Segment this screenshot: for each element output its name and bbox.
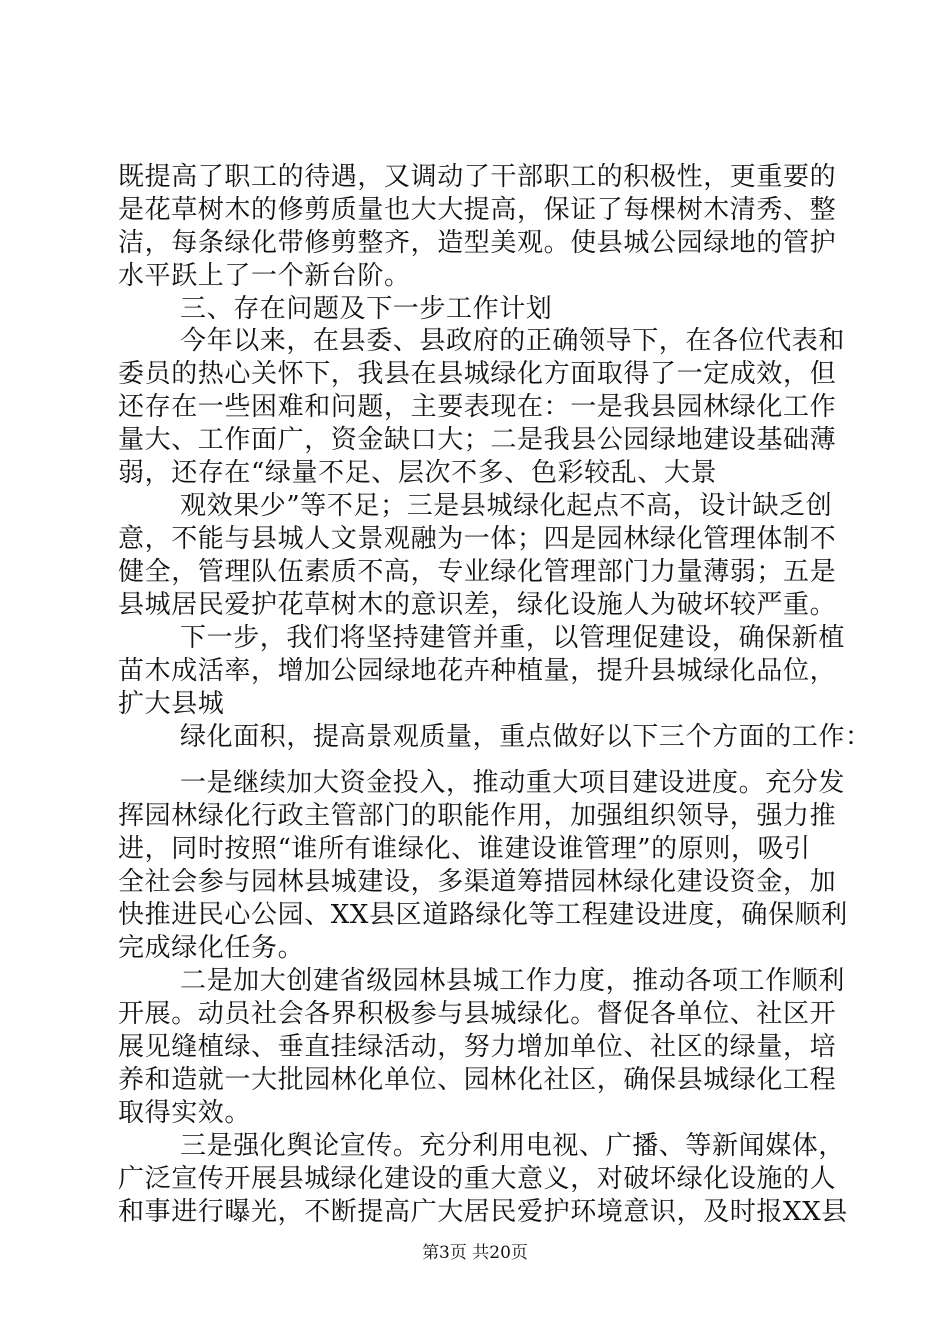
text-line: 快推进民心公园、XX县区道路绿化等工程建设进度，确保顺利 [118, 900, 848, 930]
text-line: 苗木成活率，增加公园绿地花卉种植量，提升县城绿化品位， [118, 656, 837, 686]
section-heading: 三、存在问题及下一步工作计划 [180, 294, 553, 324]
text-line: 量大、工作面广，资金缺口大；二是我县公园绿地建设基础薄 [118, 425, 837, 455]
text-line: 委员的热心关怀下，我县在县城绿化方面取得了一定成效，但 [118, 359, 837, 389]
text-line: 下一步，我们将坚持建管并重，以管理促建设，确保新植 [180, 623, 846, 653]
text-line: 弱，还存在“绿量不足、层次不多、色彩较乱、大景 [118, 458, 718, 488]
text-line: 观效果少”等不足；三是县城绿化起点不高，设计缺乏创 [180, 491, 833, 521]
text-line: 洁，每条绿化带修剪整齐，造型美观。使县城公园绿地的管护 [118, 228, 837, 258]
text-line: 二是加大创建省级园林县城工作力度，推动各项工作顺利 [180, 966, 846, 996]
text-line: 养和造就一大批园林化单位、园林化社区，确保县城绿化工程 [118, 1065, 837, 1095]
text-line: 展见缝植绿、垂直挂绿活动，努力增加单位、社区的绿量，培 [118, 1032, 837, 1062]
text-line: 意，不能与县城人文景观融为一体；四是园林绿化管理体制不 [118, 524, 837, 554]
text-line: 挥园林绿化行政主管部门的职能作用，加强组织领导，强力推 [118, 801, 837, 831]
text-line: 一是继续加大资金投入，推动重大项目建设进度。充分发 [180, 768, 846, 798]
text-line: 水平跃上了一个新台阶。 [118, 261, 411, 291]
page-footer: 第3页 共20页 [422, 1243, 528, 1263]
text-line: 取得实效。 [118, 1098, 252, 1128]
text-line: 完成绿化任务。 [118, 933, 305, 963]
text-line: 开展。动员社会各界积极参与县城绿化。督促各单位、社区开 [118, 999, 837, 1029]
text-line: 进，同时按照“谁所有谁绿化、谁建设谁管理”的原则，吸引 [118, 834, 811, 864]
text-line: 全社会参与园林县城建设，多渠道筹措园林绿化建设资金，加 [118, 867, 837, 897]
text-line: 今年以来，在县委、县政府的正确领导下，在各位代表和 [180, 326, 846, 356]
text-line: 健全，管理队伍素质不高，专业绿化管理部门力量薄弱；五是 [118, 557, 837, 587]
text-line: 绿化面积，提高景观质量，重点做好以下三个方面的工作： [180, 722, 872, 752]
text-line: 三是强化舆论宣传。充分利用电视、广播、等新闻媒体， [180, 1131, 846, 1161]
text-line: 和事进行曝光，不断提高广大居民爱护环境意识，及时报XX县 [118, 1197, 848, 1227]
text-line: 广泛宣传开展县城绿化建设的重大意义，对破坏绿化设施的人 [118, 1164, 837, 1194]
text-line: 还存在一些困难和问题，主要表现在：一是我县园林绿化工作 [118, 392, 837, 422]
text-line: 既提高了职工的待遇，又调动了干部职工的积极性，更重要的 [118, 162, 837, 192]
text-line: 县城居民爱护花草树木的意识差，绿化设施人为破坏较严重。 [118, 590, 837, 620]
text-line: 扩大县城 [118, 689, 225, 719]
text-line: 是花草树木的修剪质量也大大提高，保证了每棵树木清秀、整 [118, 195, 837, 225]
